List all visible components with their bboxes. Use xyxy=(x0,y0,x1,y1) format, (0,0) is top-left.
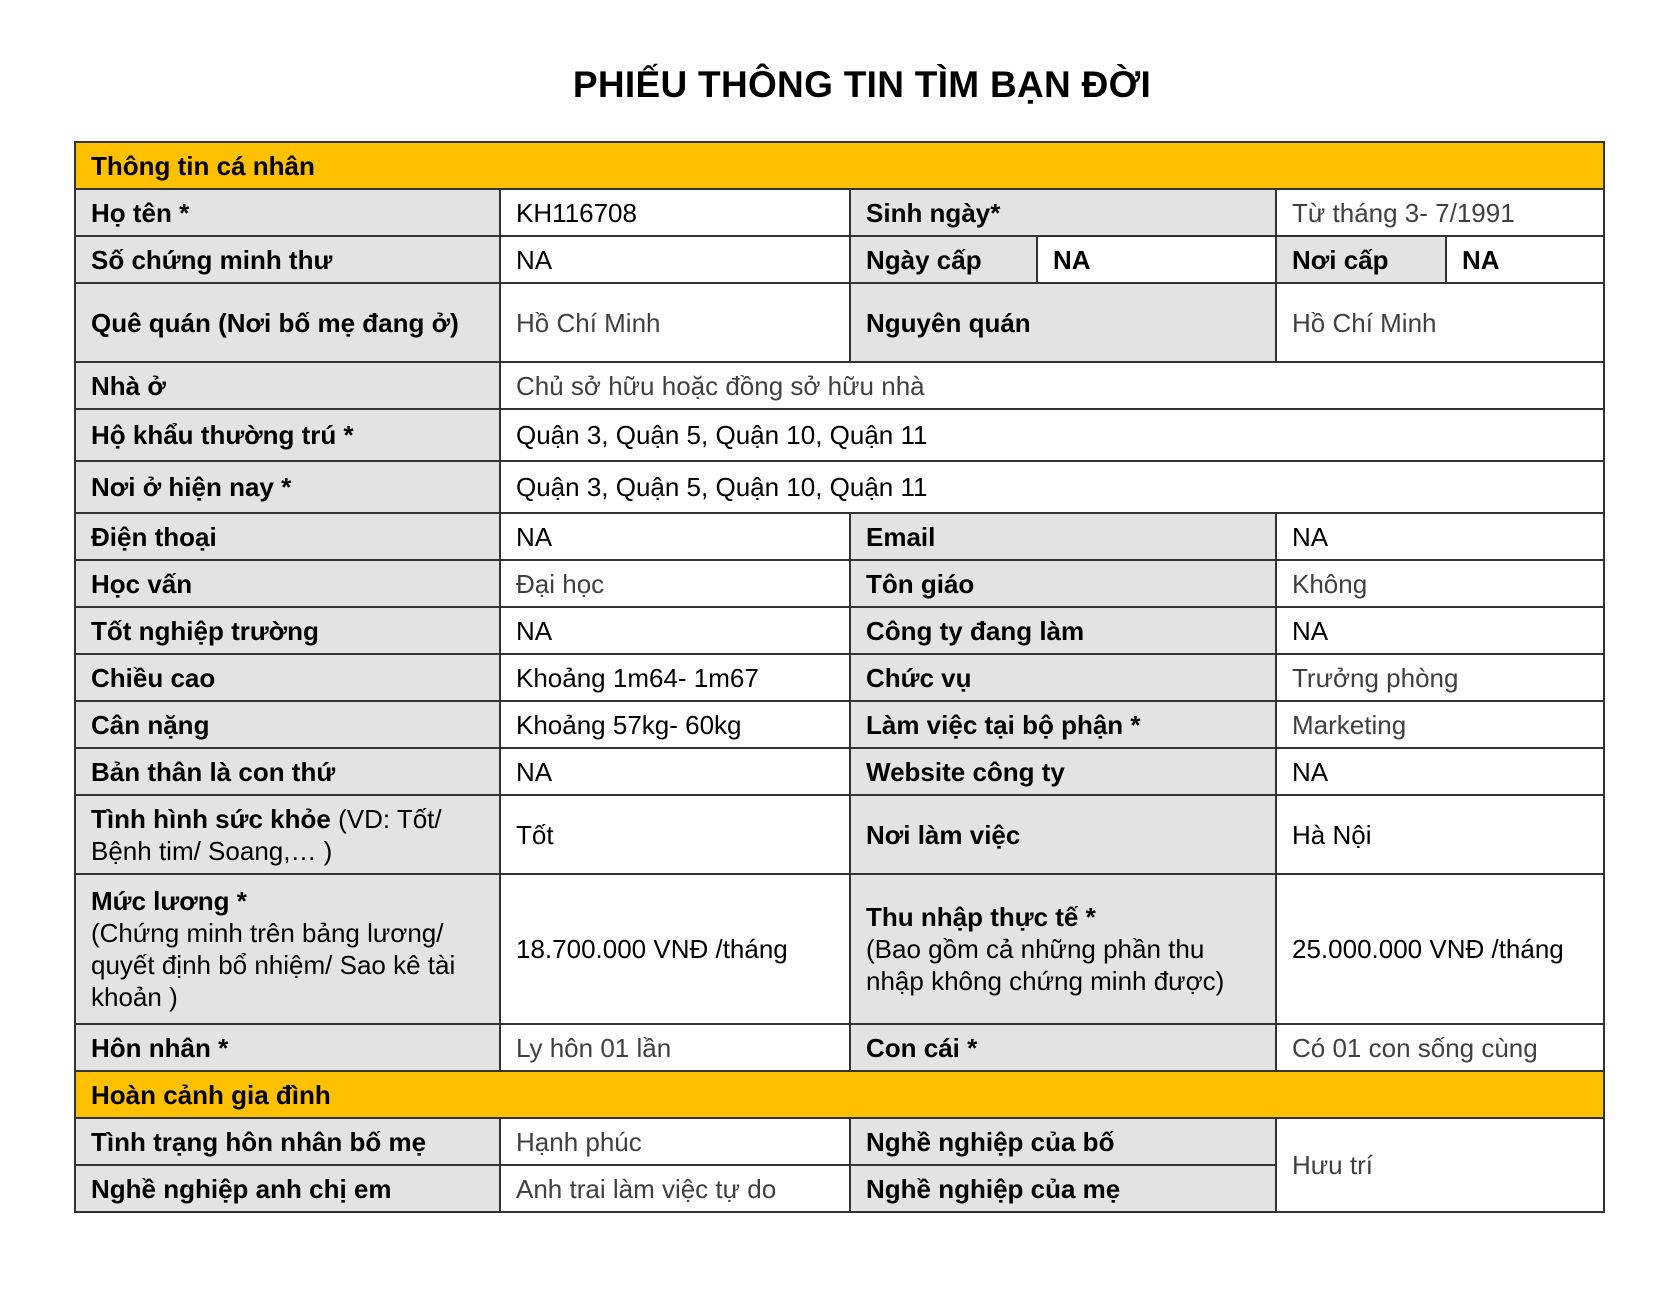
salary-value: 18.700.000 VNĐ /tháng xyxy=(500,874,850,1024)
origin-value: Hồ Chí Minh xyxy=(1276,283,1604,362)
table-row xyxy=(75,189,1604,236)
page-title: PHIẾU THÔNG TIN TÌM BẠN ĐỜI xyxy=(572,64,1152,105)
school-value: NA xyxy=(500,607,850,654)
name-label: Họ tên * xyxy=(75,189,500,236)
child-order-value: NA xyxy=(500,748,850,795)
table-row xyxy=(75,795,1604,874)
issue-place-value: NA xyxy=(1446,236,1604,283)
religion-value: Không xyxy=(1276,560,1604,607)
parents-job-value: Hưu trí xyxy=(1276,1118,1604,1212)
section-family: Hoàn cảnh gia đình xyxy=(75,1071,1604,1118)
salary-label xyxy=(75,874,500,1024)
table-row xyxy=(75,1118,1604,1165)
height-label: Chiều cao xyxy=(75,654,500,701)
weight-value: Khoảng 57kg- 60kg xyxy=(500,701,850,748)
website-value: NA xyxy=(1276,748,1604,795)
salary-note: (Chứng minh trên bảng lương/ quyết định bổ nhiệm/ Sao kê tài khoản ) xyxy=(91,918,456,1012)
position-value: Trưởng phòng xyxy=(1276,654,1604,701)
health-label-text: Tình hình sức khỏe xyxy=(91,803,331,834)
parents-marriage-value: Hạnh phúc xyxy=(500,1118,850,1165)
position-label: Chức vụ xyxy=(850,654,1276,701)
height-value: Khoảng 1m64- 1m67 xyxy=(500,654,850,701)
phone-value: NA xyxy=(500,513,850,560)
education-value: Đại học xyxy=(500,560,850,607)
father-job-label: Nghề nghiệp của bố xyxy=(850,1118,1276,1165)
children-label: Con cái * xyxy=(850,1024,1276,1071)
table-row xyxy=(75,1024,1604,1071)
residence-label: Nơi ở hiện nay * xyxy=(75,461,500,513)
parents-marriage-label: Tình trạng hôn nhân bố mẹ xyxy=(75,1118,500,1165)
hometown-value: Hồ Chí Minh xyxy=(500,283,850,362)
table-row xyxy=(75,701,1604,748)
mother-job-label: Nghề nghiệp của mẹ xyxy=(850,1165,1276,1212)
table-row xyxy=(75,461,1604,513)
real-income-value: 25.000.000 VNĐ /tháng xyxy=(1276,874,1604,1024)
siblings-job-value: Anh trai làm việc tự do xyxy=(500,1165,850,1212)
table-row xyxy=(75,748,1604,795)
table-row xyxy=(75,362,1604,409)
birthdate-label: Sinh ngày* xyxy=(850,189,1276,236)
id-number-value: NA xyxy=(500,236,850,283)
origin-label: Nguyên quán xyxy=(850,283,1276,362)
table-row xyxy=(75,607,1604,654)
company-label: Công ty đang làm xyxy=(850,607,1276,654)
section-header-row xyxy=(75,142,1604,189)
section-personal-info: Thông tin cá nhân xyxy=(75,142,1604,189)
website-label: Website công ty xyxy=(850,748,1276,795)
table-row xyxy=(75,409,1604,461)
residence-value: Quận 3, Quận 5, Quận 10, Quận 11 xyxy=(500,461,1604,513)
workplace-value: Hà Nội xyxy=(1276,795,1604,874)
profile-form-table xyxy=(74,141,1605,1213)
table-row xyxy=(75,654,1604,701)
health-value: Tốt xyxy=(500,795,850,874)
children-value: Có 01 con sống cùng xyxy=(1276,1024,1604,1071)
siblings-job-label: Nghề nghiệp anh chị em xyxy=(75,1165,500,1212)
name-value: KH116708 xyxy=(500,189,850,236)
table-row xyxy=(75,513,1604,560)
table-row xyxy=(75,236,1604,283)
weight-label: Cân nặng xyxy=(75,701,500,748)
workplace-label: Nơi làm việc xyxy=(850,795,1276,874)
department-label: Làm việc tại bộ phận * xyxy=(850,701,1276,748)
real-income-label-text: Thu nhập thực tế * xyxy=(866,902,1096,932)
email-value: NA xyxy=(1276,513,1604,560)
issue-date-label: Ngày cấp xyxy=(850,236,1037,283)
education-label: Học vấn xyxy=(75,560,500,607)
table-row xyxy=(75,560,1604,607)
real-income-label xyxy=(850,874,1276,1024)
table-row xyxy=(75,874,1604,1024)
hometown-label: Quê quán (Nơi bố mẹ đang ở) xyxy=(75,283,500,362)
marriage-value: Ly hôn 01 lần xyxy=(500,1024,850,1071)
health-label xyxy=(75,795,500,874)
email-label: Email xyxy=(850,513,1276,560)
health-note: (VD: Tốt/ Bệnh tim/ Soang,… ) xyxy=(91,803,442,866)
salary-label-text: Mức lương * xyxy=(91,886,247,916)
housing-value: Chủ sở hữu hoặc đồng sở hữu nhà xyxy=(500,362,1604,409)
religion-label: Tôn giáo xyxy=(850,560,1276,607)
issue-date-value: NA xyxy=(1037,236,1276,283)
school-label: Tốt nghiệp trường xyxy=(75,607,500,654)
real-income-note: (Bao gồm cả những phần thu nhập không chứng minh được) xyxy=(866,934,1225,996)
housing-label: Nhà ở xyxy=(75,362,500,409)
table-row xyxy=(75,283,1604,362)
issue-place-label: Nơi cấp xyxy=(1276,236,1446,283)
section-header-row xyxy=(75,1071,1604,1118)
birthdate-value: Từ tháng 3- 7/1991 xyxy=(1276,189,1604,236)
marriage-label: Hôn nhân * xyxy=(75,1024,500,1071)
id-number-label: Số chứng minh thư xyxy=(75,236,500,283)
department-value: Marketing xyxy=(1276,701,1604,748)
household-value: Quận 3, Quận 5, Quận 10, Quận 11 xyxy=(500,409,1604,461)
company-value: NA xyxy=(1276,607,1604,654)
phone-label: Điện thoại xyxy=(75,513,500,560)
child-order-label: Bản thân là con thứ xyxy=(75,748,500,795)
household-label: Hộ khẩu thường trú * xyxy=(75,409,500,461)
